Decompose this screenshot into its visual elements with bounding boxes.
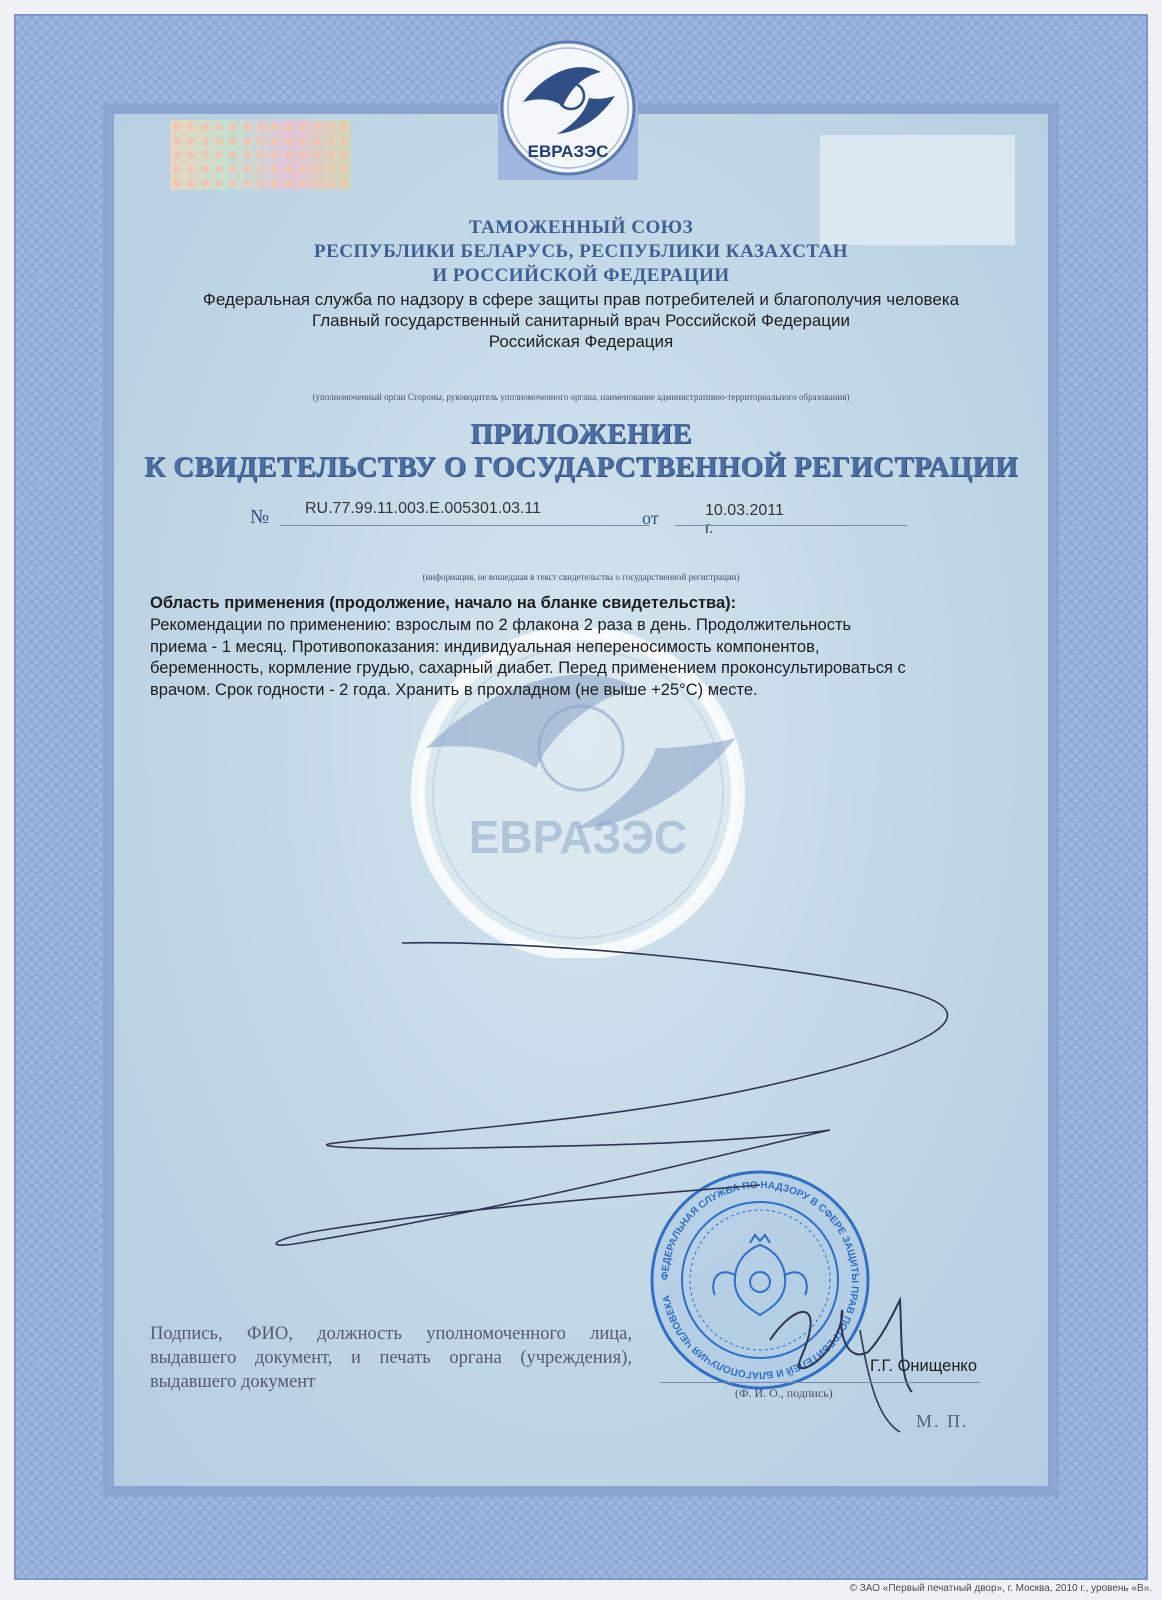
scope-line: Рекомендации по применению: взрослым по 2 флакона 2 раза в день. Продолжительность	[150, 616, 852, 634]
registration-date: 10.03.2011 г.	[705, 502, 784, 537]
hologram-sticker	[170, 120, 350, 190]
union-line: ТАМОЖЕННЫЙ СОЮЗ	[468, 217, 694, 238]
service-line: Федеральная служба по надзору в сфере защиты прав потребителей и благополучия человека	[202, 290, 960, 309]
union-line: РЕСПУБЛИКИ БЕЛАРУСЬ, РЕСПУБЛИКИ КАЗАХСТАН	[313, 241, 849, 262]
scope-line: врачом. Срок годности - 2 года. Хранить в прохладном (не выше +25°С) месте.	[150, 680, 758, 699]
customs-union-header	[0, 216, 1162, 288]
eurasec-logo	[493, 30, 643, 180]
service-header	[0, 289, 1162, 352]
signer-name: Г.Г. Онищенко	[870, 1357, 978, 1375]
printer-imprint: © ЗАО «Первый печатный двор», г. Москва, 2010 г., уровень «В».	[849, 1583, 1152, 1594]
scope-heading: Область применения (продолжение, начало на бланке свидетельства):	[150, 594, 737, 612]
scope-line: беременность, кормление грудью, сахарный диабет. Перед применением проконсультироваться с	[150, 659, 906, 677]
title-line-2: К СВИДЕТЕЛЬСТВУ О ГОСУДАРСТВЕННОЙ РЕГИСТРАЦИИ	[144, 451, 1018, 483]
info-note: (информация, не вошедшая в текст свидетельства о государственной регистрации)	[422, 572, 740, 582]
from-label: от	[642, 508, 659, 528]
service-line: Главный государственный санитарный врач Российской Федерации	[312, 311, 850, 330]
official-stamp	[645, 1165, 875, 1395]
scope-line: приема - 1 месяц. Противопоказания: индивидуальная непереносимость компонентов,	[150, 637, 820, 656]
registration-number: RU.77.99.11.003.E.005301.03.11	[305, 500, 542, 517]
union-line: И РОССИЙСКОЙ ФЕДЕРАЦИИ	[432, 265, 730, 286]
title-line-1: ПРИЛОЖЕНИЕ	[470, 418, 692, 450]
scope-section	[150, 592, 1030, 700]
fio-caption: (Ф. И. О., подпись)	[735, 1386, 833, 1400]
service-line: Российская Федерация	[488, 332, 674, 351]
date-underline	[675, 525, 907, 526]
signature-underline	[660, 1382, 980, 1383]
seal-place-label: М. П.	[916, 1411, 969, 1431]
stamp-ring-text: ФЕДЕРАЛЬНАЯ СЛУЖБА ПО НАДЗОРУ В СФЕРЕ ЗАЩИТЫ ПРАВ ПОТРЕБИТЕЛЕЙ И БЛАГОПОЛУЧИЯ ЧЕЛОВЕКА	[659, 1179, 861, 1381]
number-sign: №	[250, 506, 270, 528]
logo-text: ЕВРАЗЭС	[527, 142, 609, 161]
number-underline	[280, 525, 650, 526]
document-title	[0, 418, 1162, 484]
signer-caption: Подпись, ФИО, должность уполномоченного лица, выдавшего документ, и печать органа (учреждения), выдавшего документ	[150, 1324, 632, 1392]
authority-note: (уполномоченный орган Стороны, руководитель уполномоченного органа, наименование административно-территориального образования)	[312, 392, 850, 402]
watermark-text: ЕВРАЗЭС	[468, 811, 688, 863]
